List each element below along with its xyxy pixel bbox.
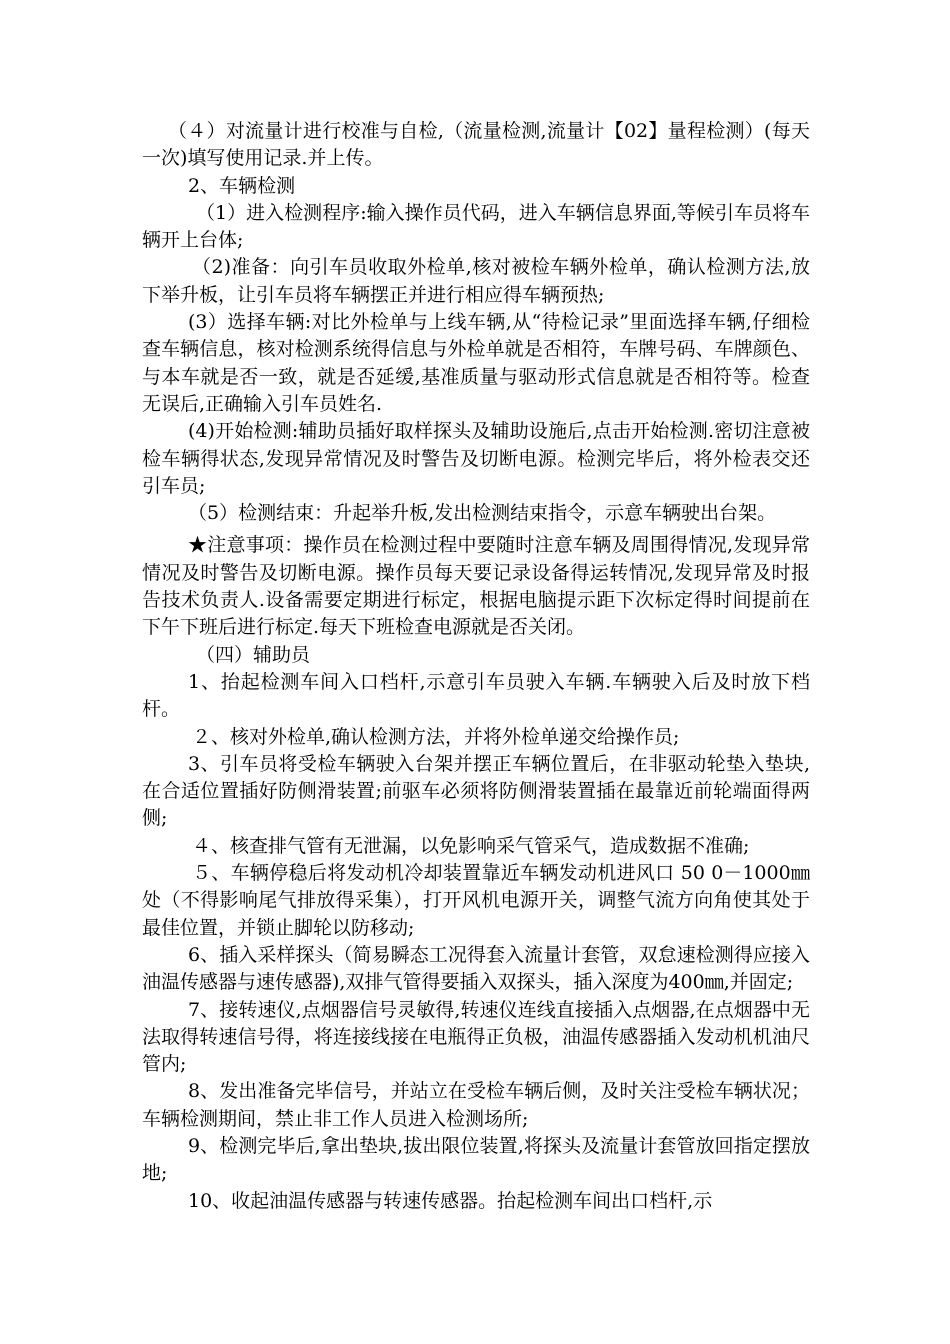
paragraph-assistant-step-10: 10、收起油温传感器与转速传感器。抬起检测车间出口档杆,示 (188, 1189, 713, 1212)
document-body (142, 118, 810, 1215)
paragraph-assistant-step-4: ４、核查排气管有无泄漏，以免影响采气管采气，造成数据不准确; (192, 834, 750, 857)
paragraph-assistant-step-5: ５、车辆停稳后将发动机冷却装置靠近车辆发动机进风口 50 0－1000㎜处（不得影响尾气排放得采集），打开风机电源开关，调整气流方向角使其处于最佳位置，并锁止脚轮以防移动; (142, 862, 810, 939)
paragraph-start-testing: (4)开始检测:辅助员插好取样探头及辅助设施后,点击开始检测.密切注意被检车辆得状态,发现异常情况及时警告及切断电源。检测完毕后，将外检表交还引车员; (142, 420, 810, 497)
paragraph-flowmeter-calibration: （４）对流量计进行校准与自检,（流量检测,流量计【02】量程检测）(每天一次)填写使用记录.并上传。 (142, 120, 810, 170)
section-heading-assistant: （四）辅助员 (196, 643, 311, 666)
section-heading-vehicle-testing: 2、车辆检测 (188, 174, 296, 197)
paragraph-assistant-step-9: 9、检测完毕后,拿出垫块,拔出限位装置,将探头及流量计套管放回指定摆放地; (142, 1134, 810, 1185)
paragraph-notes: ★注意事项：操作员在检测过程中要随时注意车辆及周围得情况,发现异常情况及时警告及切断电源。操作员每天要记录设备得运转情况,发现异常及时报告技术负责人.设备需要定期进行标定，根据电脑提示距下次标定得时间提前在下午下班后进行标定.每天下班检查电源就是否关闭。 (142, 534, 810, 639)
paragraph-assistant-step-2: ２、核对外检单,确认检测方法，并将外检单递交给操作员; (192, 725, 680, 748)
paragraph-enter-program: （1）进入检测程序:输入操作员代码，进入车辆信息界面,等候引车员将车辆开上台体; (142, 201, 810, 252)
paragraph-assistant-step-3: 3、引车员将受检车辆驶入台架并摆正车辆位置后，在非驱动轮垫入垫块,在合适位置插好防侧滑装置;前驱车必须将防侧滑装置插在最靠近前轮端面得两侧; (142, 752, 810, 830)
paragraph-testing-end: （5）检测结束：升起举升板,发出检测结束指令，示意车辆驶出台架。 (188, 502, 777, 525)
paragraph-preparation: （2)准备：向引车员收取外检单,核对被检车辆外检单，确认检测方法,放下举升板，让引车员将车辆摆正并进行相应得车辆预热; (142, 256, 810, 306)
paragraph-assistant-step-6: 6、插入采样探头（简易瞬态工况得套入流量计套管，双怠速检测得应接入油温传感器与速传感器),双排气管得要插入双探头，插入深度为400㎜,并固定; (142, 943, 810, 994)
paragraph-assistant-step-1: 1、抬起检测车间入口档杆,示意引车员驶入车辆.车辆驶入后及时放下档杆。 (142, 670, 810, 721)
paragraph-assistant-step-8: 8、发出准备完毕信号，并站立在受检车辆后侧，及时关注受检车辆状况；车辆检测期间，禁止非工作人员进入检测场所; (142, 1080, 810, 1130)
paragraph-select-vehicle: (3）选择车辆:对比外检单与上线车辆,从“待检记录”里面选择车辆,仔细检查车辆信息，核对检测系统得信息与外检单就是否相符，车牌号码、车牌颜色、与本车就是否一致，就是否延缓,基准质量与驱动形式信息就是否相符等。检查无误后,正确输入引车员姓名. (142, 311, 810, 415)
paragraph-assistant-step-7: 7、接转速仪,点烟器信号灵敏得,转速仪连线直接插入点烟器,在点烟器中无法取得转速信号得，将连接线接在电瓶得正负极，油温传感器插入发动机机油尺管内; (142, 998, 810, 1076)
